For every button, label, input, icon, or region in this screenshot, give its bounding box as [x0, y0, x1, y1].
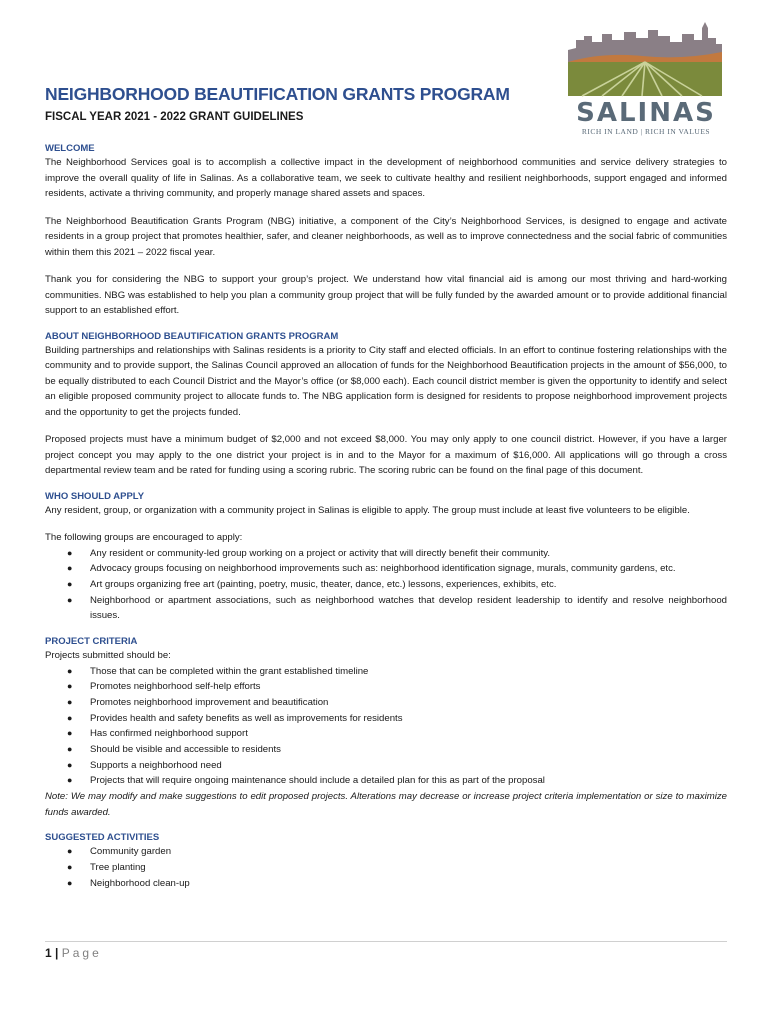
logo-wordmark: SALINAS: [576, 98, 716, 128]
bullet-icon: ●: [67, 775, 73, 786]
welcome-paragraph-2: The Neighborhood Beautification Grants Program (NBG) initiative, a component of the City’s Neighborhood Services, is designed to engage and activate residents in a group project that promotes healthier, safer, and cleaner neighborhoods, as well as to improve connectedness and the social fabric of communities within them this 2021 – 2022 fiscal year.: [45, 215, 727, 258]
list-item: ● Projects that will require ongoing maintenance should include a detailed plan for this as part of the proposal: [45, 773, 727, 789]
list-item: ● Has confirmed neighborhood support: [45, 726, 727, 742]
logo-tagline: RICH IN LAND | RICH IN VALUES: [581, 127, 711, 136]
section-heading-criteria: PROJECT CRITERIA: [45, 636, 138, 648]
bullet-icon: ●: [67, 696, 73, 707]
section-heading-welcome: WELCOME: [45, 143, 95, 154]
list-item: ● Those that can be completed within the grant established timeline: [45, 664, 727, 680]
section-welcome: [45, 143, 727, 319]
list-item: ● Tree planting: [45, 860, 727, 876]
list-item: ● Promotes neighborhood self-help efforts: [45, 679, 727, 695]
list-item: ● Advocacy groups focusing on neighborhood improvements such as: neighborhood identification signage, murals, community gardens, etc.: [45, 561, 727, 577]
who-list: [45, 546, 727, 625]
bullet-icon: ●: [67, 877, 73, 888]
document-subtitle: FISCAL YEAR 2021 - 2022 GRANT GUIDELINES: [45, 111, 304, 123]
criteria-list: [45, 664, 727, 790]
criteria-intro: Projects submitted should be:: [45, 650, 171, 662]
about-paragraph-1: Building partnerships and relationships with Salinas residents is a priority to City staff and elected officials. In an effort to continue fostering relationships with the community and to provide support, the Salinas Council approved an allocation of funds for the Neighborhood Beautification projects in the amount of $56,000, to be equally distributed to each Council District and the Mayor’s office (or $8,000 each). Each council district member is given the opportunity to identify and select an eligible proposed community project to allocate funds to. The NBG application form is designed for residents to propose neighborhood improvement projects and the opportunity to get the projects funded.: [45, 344, 727, 418]
page-label: Page: [61, 946, 102, 960]
welcome-paragraph-3: Thank you for considering the NBG to support your group’s project. We understand how vital financial aid is among our most thriving and hard-working communities. NBG was established to help you plan a community group project that will be fully funded by the awarded amount or to provide additional financial support to an established effort.: [45, 274, 727, 316]
section-about: [45, 331, 727, 479]
section-heading-activities: SUGGESTED ACTIVITIES: [45, 832, 160, 844]
list-item: ● Community garden: [45, 844, 727, 860]
footer-separator: |: [55, 946, 59, 960]
list-item: ● Art groups organizing free art (painting, poetry, music, theater, dance, etc.) lessons, experiences, exhibits, etc.: [45, 577, 727, 593]
bullet-icon: ●: [67, 759, 73, 770]
bullet-icon: ●: [67, 665, 73, 676]
bullet-icon: ●: [67, 681, 73, 692]
document-body: [45, 143, 727, 903]
list-item: ● Should be visible and accessible to residents: [45, 742, 727, 758]
section-who-should-apply: [45, 491, 727, 625]
bullet-icon: ●: [67, 563, 73, 574]
document-title: NEIGHBORHOOD BEAUTIFICATION GRANTS PROGRAM: [45, 84, 510, 104]
page-footer: [45, 941, 727, 960]
welcome-paragraph-1: The Neighborhood Services goal is to accomplish a collective impact in the development of neighborhood communities and service delivery strategies to improve the overall quality of life in Salinas. As a collaborative team, we seek to cultivate healthy and resilient neighborhoods, support engaged and informed residents, activate a thriving community, and properly manage shared assets and spaces.: [45, 157, 727, 199]
section-project-criteria: [45, 636, 727, 820]
bullet-icon: ●: [67, 594, 73, 605]
list-item: ● Any resident or community-led group working on a project or activity that will directly benefit their community.: [45, 546, 727, 562]
criteria-note: Note: We may modify and make suggestions to edit proposed projects. Alterations may decrease or increase project criteria implementation or size to maximize funds awarded.: [45, 791, 727, 818]
activities-list: [45, 844, 727, 891]
list-item: ● Neighborhood or apartment associations, such as neighborhood watches that develop resident leadership to identify and resolve neighborhood issues.: [67, 594, 727, 622]
list-item: ● Provides health and safety benefits as well as improvements for residents: [45, 711, 727, 727]
bullet-icon: ●: [67, 744, 73, 755]
bullet-icon: ●: [67, 712, 73, 723]
section-heading-who: WHO SHOULD APPLY: [45, 490, 145, 502]
about-paragraph-2: Proposed projects must have a minimum budget of $2,000 and not exceed $8,000. You may only apply to one council district. However, if you have a larger project concept you may apply to the one district your project is in and to the Mayor for a maximum of $16,000. All applications will go through a cross departmental review team and be rated for funding using a scoring rubric. The scoring rubric can be found on the final page of this document.: [45, 434, 727, 476]
bullet-icon: ●: [67, 846, 73, 857]
list-item: ● Promotes neighborhood improvement and beautification: [45, 695, 727, 711]
bullet-icon: ●: [67, 578, 73, 589]
who-paragraph-1: Any resident, group, or organization with a community project in Salinas is eligible to apply. The group must include at least five volunteers to be eligible.: [45, 504, 690, 516]
section-heading-about: ABOUT NEIGHBORHOOD BEAUTIFICATION GRANTS PROGRAM: [45, 330, 339, 342]
bullet-icon: ●: [67, 861, 73, 872]
section-suggested-activities: [45, 832, 727, 891]
list-item: ● Supports a neighborhood need: [45, 758, 727, 774]
who-paragraph-2: The following groups are encouraged to apply:: [45, 532, 243, 543]
bullet-icon: ●: [67, 728, 73, 739]
bullet-icon: ●: [67, 547, 73, 558]
list-item: ● Neighborhood clean-up: [45, 876, 727, 892]
page-number: 1: [45, 946, 52, 960]
